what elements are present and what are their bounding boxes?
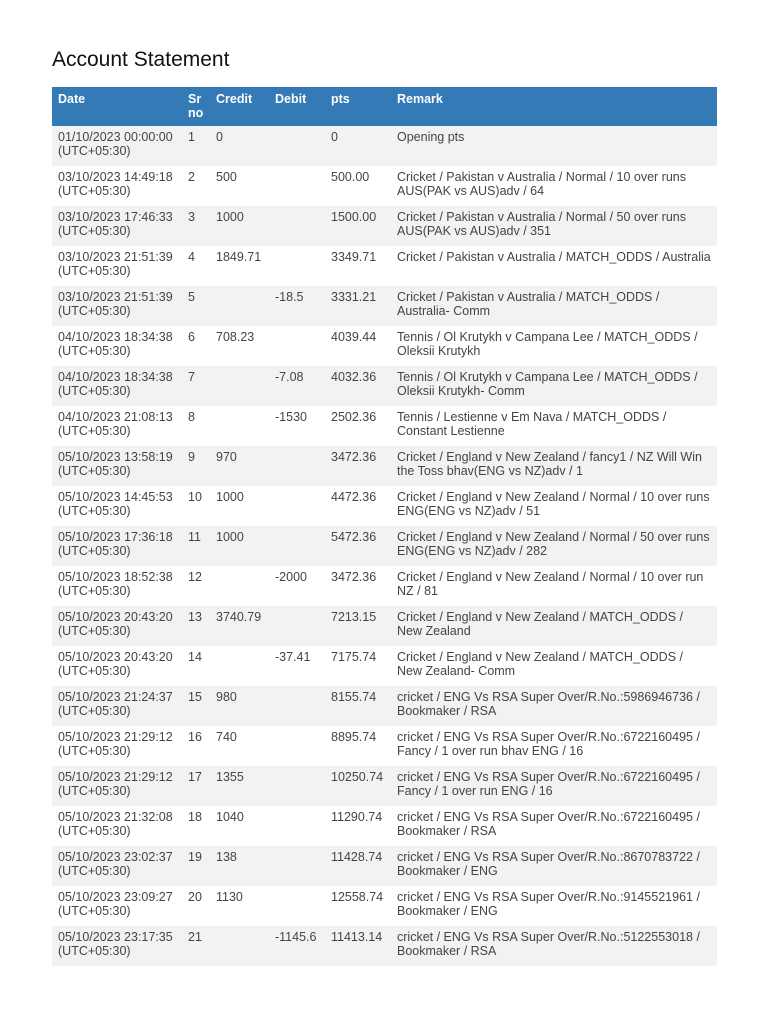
table-row	[52, 366, 717, 406]
cell-pts: 4472.36	[325, 486, 391, 526]
cell-remark: cricket / ENG Vs RSA Super Over/R.No.:6722160495 / Fancy / 1 over run ENG / 16	[391, 766, 717, 806]
timezone-value: (UTC+05:30)	[58, 904, 131, 918]
column-header-date: Date	[52, 87, 182, 126]
cell-pts: 11428.74	[325, 846, 391, 886]
cell-remark: Opening pts	[391, 126, 717, 166]
header-row	[52, 87, 717, 126]
date-value: 05/10/2023 21:32:08	[58, 810, 173, 824]
table-row	[52, 846, 717, 886]
cell-pts: 12558.74	[325, 886, 391, 926]
date-value: 04/10/2023 18:34:38	[58, 330, 173, 344]
date-value: 03/10/2023 17:46:33	[58, 210, 173, 224]
cell-debit: -1145.6	[269, 926, 325, 966]
timezone-value: (UTC+05:30)	[58, 784, 131, 798]
cell-date	[52, 446, 182, 486]
cell-credit	[210, 566, 269, 606]
timezone-value: (UTC+05:30)	[58, 864, 131, 878]
table-row	[52, 246, 717, 286]
column-header-pts: pts	[325, 87, 391, 126]
timezone-value: (UTC+05:30)	[58, 424, 131, 438]
cell-sr-no: 5	[182, 286, 210, 326]
date-value: 05/10/2023 21:24:37	[58, 690, 173, 704]
date-value: 05/10/2023 13:58:19	[58, 450, 173, 464]
cell-credit: 1000	[210, 206, 269, 246]
cell-credit: 1040	[210, 806, 269, 846]
page-title: Account Statement	[52, 48, 230, 71]
table-row	[52, 526, 717, 566]
cell-credit: 3740.79	[210, 606, 269, 646]
cell-remark: cricket / ENG Vs RSA Super Over/R.No.:8670783722 / Bookmaker / ENG	[391, 846, 717, 886]
table-row	[52, 686, 717, 726]
cell-sr-no: 13	[182, 606, 210, 646]
cell-remark: Tennis / Lestienne v Em Nava / MATCH_ODDS / Constant Lestienne	[391, 406, 717, 446]
cell-sr-no: 16	[182, 726, 210, 766]
cell-sr-no: 2	[182, 166, 210, 206]
timezone-value: (UTC+05:30)	[58, 944, 131, 958]
cell-remark: Cricket / Pakistan v Australia / Normal / 10 over runs AUS(PAK vs AUS)adv / 64	[391, 166, 717, 206]
timezone-value: (UTC+05:30)	[58, 344, 131, 358]
cell-date	[52, 606, 182, 646]
cell-date	[52, 526, 182, 566]
date-value: 05/10/2023 23:02:37	[58, 850, 173, 864]
cell-remark: Tennis / Ol Krutykh v Campana Lee / MATCH_ODDS / Oleksii Krutykh	[391, 326, 717, 366]
cell-pts: 10250.74	[325, 766, 391, 806]
cell-pts: 3472.36	[325, 446, 391, 486]
cell-sr-no: 6	[182, 326, 210, 366]
cell-pts: 8155.74	[325, 686, 391, 726]
date-value: 05/10/2023 18:52:38	[58, 570, 173, 584]
table-header	[52, 87, 717, 126]
cell-pts: 7213.15	[325, 606, 391, 646]
cell-date	[52, 926, 182, 966]
cell-debit	[269, 166, 325, 206]
timezone-value: (UTC+05:30)	[58, 264, 131, 278]
cell-credit: 1849.71	[210, 246, 269, 286]
cell-pts: 2502.36	[325, 406, 391, 446]
table-row	[52, 206, 717, 246]
timezone-value: (UTC+05:30)	[58, 144, 131, 158]
table-row	[52, 806, 717, 846]
table-row	[52, 486, 717, 526]
cell-debit: -7.08	[269, 366, 325, 406]
cell-debit	[269, 526, 325, 566]
cell-credit: 1000	[210, 486, 269, 526]
date-value: 04/10/2023 18:34:38	[58, 370, 173, 384]
cell-credit: 708.23	[210, 326, 269, 366]
cell-date	[52, 486, 182, 526]
cell-sr-no: 12	[182, 566, 210, 606]
cell-debit: -18.5	[269, 286, 325, 326]
cell-sr-no: 8	[182, 406, 210, 446]
date-value: 05/10/2023 20:43:20	[58, 610, 173, 624]
cell-date	[52, 326, 182, 366]
cell-credit: 740	[210, 726, 269, 766]
table-row	[52, 646, 717, 686]
date-value: 05/10/2023 21:29:12	[58, 770, 173, 784]
table-row	[52, 606, 717, 646]
cell-sr-no: 17	[182, 766, 210, 806]
cell-remark: cricket / ENG Vs RSA Super Over/R.No.:5122553018 / Bookmaker / RSA	[391, 926, 717, 966]
date-value: 03/10/2023 21:51:39	[58, 250, 173, 264]
cell-sr-no: 7	[182, 366, 210, 406]
cell-credit: 1355	[210, 766, 269, 806]
table-body	[52, 126, 717, 966]
cell-sr-no: 20	[182, 886, 210, 926]
table-row	[52, 286, 717, 326]
timezone-value: (UTC+05:30)	[58, 744, 131, 758]
cell-date	[52, 686, 182, 726]
table-row	[52, 166, 717, 206]
cell-date	[52, 286, 182, 326]
date-value: 05/10/2023 21:29:12	[58, 730, 173, 744]
date-value: 05/10/2023 23:17:35	[58, 930, 173, 944]
cell-date	[52, 366, 182, 406]
cell-pts: 0	[325, 126, 391, 166]
cell-pts: 500.00	[325, 166, 391, 206]
cell-remark: Cricket / England v New Zealand / Normal / 10 over runs ENG(ENG vs NZ)adv / 51	[391, 486, 717, 526]
date-value: 03/10/2023 21:51:39	[58, 290, 173, 304]
cell-sr-no: 21	[182, 926, 210, 966]
date-value: 05/10/2023 17:36:18	[58, 530, 173, 544]
cell-debit	[269, 806, 325, 846]
cell-sr-no: 19	[182, 846, 210, 886]
cell-credit: 138	[210, 846, 269, 886]
cell-remark: Cricket / Pakistan v Australia / MATCH_ODDS / Australia	[391, 246, 717, 286]
cell-sr-no: 10	[182, 486, 210, 526]
column-header-sr-line1: Sr	[188, 92, 202, 106]
cell-debit	[269, 886, 325, 926]
table-row	[52, 766, 717, 806]
cell-pts: 3349.71	[325, 246, 391, 286]
cell-remark: cricket / ENG Vs RSA Super Over/R.No.:5986946736 / Bookmaker / RSA	[391, 686, 717, 726]
cell-date	[52, 886, 182, 926]
cell-date	[52, 646, 182, 686]
cell-remark: Cricket / England v New Zealand / Normal / 10 over run NZ / 81	[391, 566, 717, 606]
cell-pts: 1500.00	[325, 206, 391, 246]
cell-credit: 1130	[210, 886, 269, 926]
table-row	[52, 126, 717, 166]
column-header-remark: Remark	[391, 87, 717, 126]
table-row	[52, 406, 717, 446]
cell-remark: Cricket / England v New Zealand / MATCH_ODDS / New Zealand	[391, 606, 717, 646]
cell-debit	[269, 446, 325, 486]
cell-debit	[269, 246, 325, 286]
cell-sr-no: 15	[182, 686, 210, 726]
timezone-value: (UTC+05:30)	[58, 824, 131, 838]
timezone-value: (UTC+05:30)	[58, 544, 131, 558]
timezone-value: (UTC+05:30)	[58, 304, 131, 318]
date-value: 05/10/2023 20:43:20	[58, 650, 173, 664]
cell-debit	[269, 486, 325, 526]
cell-credit	[210, 366, 269, 406]
cell-pts: 4039.44	[325, 326, 391, 366]
cell-pts: 11290.74	[325, 806, 391, 846]
cell-pts: 11413.14	[325, 926, 391, 966]
cell-sr-no: 3	[182, 206, 210, 246]
cell-remark: Tennis / Ol Krutykh v Campana Lee / MATCH_ODDS / Oleksii Krutykh- Comm	[391, 366, 717, 406]
cell-date	[52, 126, 182, 166]
cell-debit	[269, 206, 325, 246]
cell-remark: Cricket / England v New Zealand / MATCH_ODDS / New Zealand- Comm	[391, 646, 717, 686]
table-row	[52, 566, 717, 606]
date-value: 05/10/2023 14:45:53	[58, 490, 173, 504]
cell-remark: Cricket / England v New Zealand / fancy1 / NZ Will Win the Toss bhav(ENG vs NZ)adv / 1	[391, 446, 717, 486]
column-header-debit: Debit	[269, 87, 325, 126]
date-value: 01/10/2023 00:00:00	[58, 130, 173, 144]
cell-pts: 4032.36	[325, 366, 391, 406]
column-header-sr-line2: no	[188, 106, 204, 120]
date-value: 04/10/2023 21:08:13	[58, 410, 173, 424]
cell-sr-no: 14	[182, 646, 210, 686]
table-row	[52, 326, 717, 366]
cell-debit: -1530	[269, 406, 325, 446]
cell-credit	[210, 646, 269, 686]
cell-date	[52, 566, 182, 606]
cell-credit: 0	[210, 126, 269, 166]
cell-debit	[269, 126, 325, 166]
column-header-credit: Credit	[210, 87, 269, 126]
cell-debit	[269, 606, 325, 646]
timezone-value: (UTC+05:30)	[58, 384, 131, 398]
cell-remark: Cricket / England v New Zealand / Normal / 50 over runs ENG(ENG vs NZ)adv / 282	[391, 526, 717, 566]
date-value: 05/10/2023 23:09:27	[58, 890, 173, 904]
cell-pts: 3472.36	[325, 566, 391, 606]
table-row	[52, 446, 717, 486]
cell-debit	[269, 686, 325, 726]
cell-credit	[210, 286, 269, 326]
cell-remark: Cricket / Pakistan v Australia / Normal / 50 over runs AUS(PAK vs AUS)adv / 351	[391, 206, 717, 246]
cell-credit: 980	[210, 686, 269, 726]
cell-date	[52, 166, 182, 206]
cell-credit: 500	[210, 166, 269, 206]
cell-remark: cricket / ENG Vs RSA Super Over/R.No.:9145521961 / Bookmaker / ENG	[391, 886, 717, 926]
timezone-value: (UTC+05:30)	[58, 504, 131, 518]
cell-debit	[269, 846, 325, 886]
column-header-sr-no	[182, 87, 210, 126]
timezone-value: (UTC+05:30)	[58, 584, 131, 598]
cell-remark: cricket / ENG Vs RSA Super Over/R.No.:6722160495 / Fancy / 1 over run bhav ENG / 16	[391, 726, 717, 766]
cell-date	[52, 246, 182, 286]
timezone-value: (UTC+05:30)	[58, 224, 131, 238]
cell-date	[52, 406, 182, 446]
cell-debit	[269, 726, 325, 766]
cell-pts: 7175.74	[325, 646, 391, 686]
timezone-value: (UTC+05:30)	[58, 464, 131, 478]
cell-credit	[210, 406, 269, 446]
cell-debit: -2000	[269, 566, 325, 606]
table-row	[52, 926, 717, 966]
cell-credit: 970	[210, 446, 269, 486]
timezone-value: (UTC+05:30)	[58, 624, 131, 638]
cell-debit: -37.41	[269, 646, 325, 686]
timezone-value: (UTC+05:30)	[58, 704, 131, 718]
cell-remark: cricket / ENG Vs RSA Super Over/R.No.:6722160495 / Bookmaker / RSA	[391, 806, 717, 846]
cell-date	[52, 726, 182, 766]
cell-debit	[269, 326, 325, 366]
cell-credit: 1000	[210, 526, 269, 566]
cell-pts: 8895.74	[325, 726, 391, 766]
date-value: 03/10/2023 14:49:18	[58, 170, 173, 184]
cell-sr-no: 18	[182, 806, 210, 846]
cell-sr-no: 9	[182, 446, 210, 486]
cell-pts: 3331.21	[325, 286, 391, 326]
table-row	[52, 886, 717, 926]
timezone-value: (UTC+05:30)	[58, 664, 131, 678]
statement-table	[52, 87, 717, 966]
cell-debit	[269, 766, 325, 806]
cell-sr-no: 1	[182, 126, 210, 166]
cell-remark: Cricket / Pakistan v Australia / MATCH_ODDS / Australia- Comm	[391, 286, 717, 326]
cell-date	[52, 806, 182, 846]
timezone-value: (UTC+05:30)	[58, 184, 131, 198]
cell-sr-no: 4	[182, 246, 210, 286]
cell-date	[52, 846, 182, 886]
cell-sr-no: 11	[182, 526, 210, 566]
cell-pts: 5472.36	[325, 526, 391, 566]
cell-date	[52, 766, 182, 806]
table-row	[52, 726, 717, 766]
cell-date	[52, 206, 182, 246]
cell-credit	[210, 926, 269, 966]
